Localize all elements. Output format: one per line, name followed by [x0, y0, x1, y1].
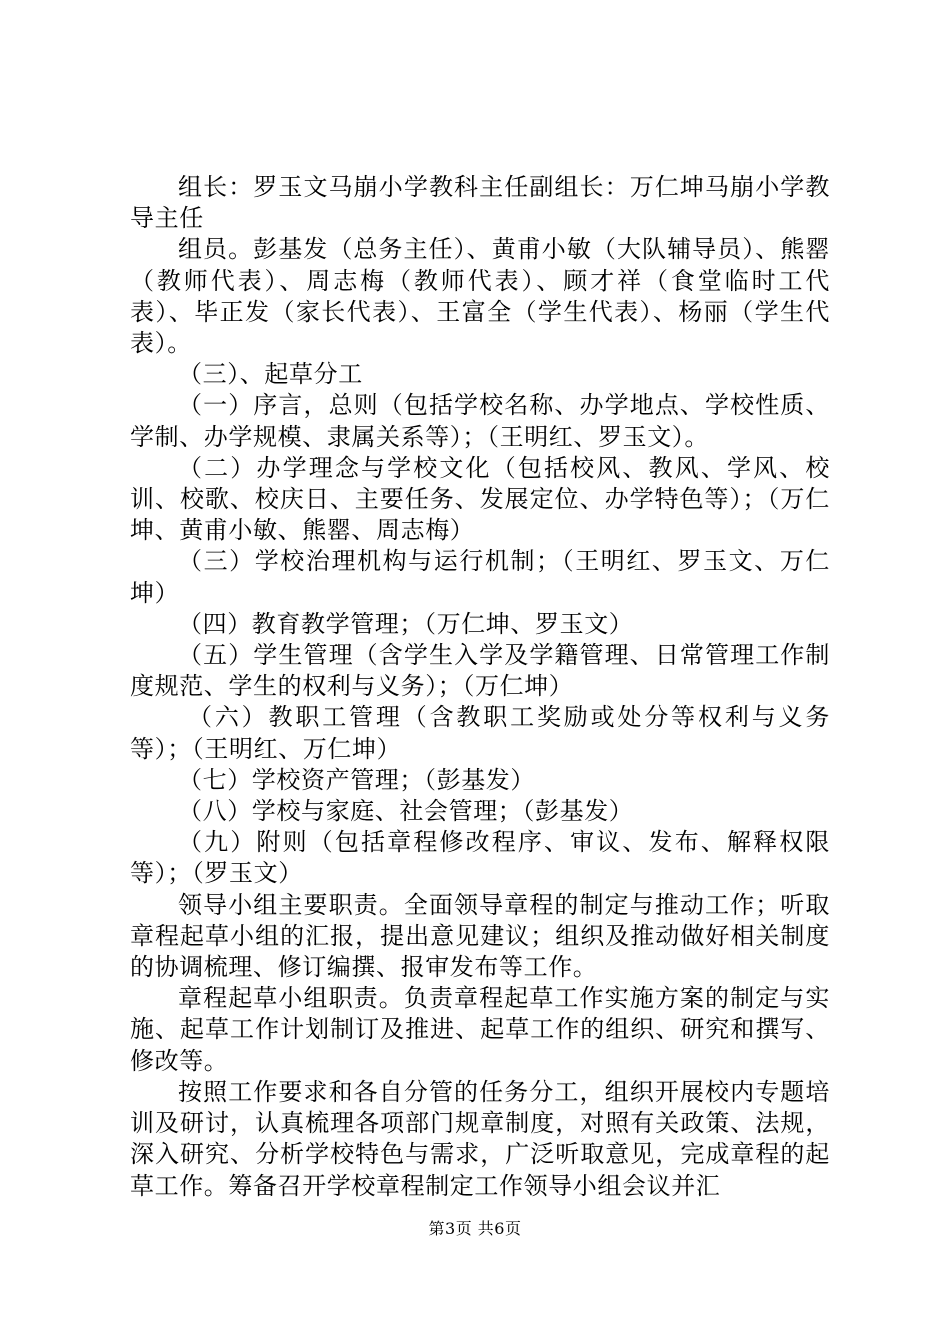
- list-item-teaching-management: （四）教育教学管理；（万仁坤、罗玉文）: [178, 609, 634, 638]
- paragraph-leading-group-duties: 领导小组主要职责。全面领导章程的制定与推动工作；听取章程起草小组的汇报，提出意见建议；组织及推动做好相关制度的协调梳理、修订编撰、报审发布等工作。: [130, 890, 830, 982]
- list-item-philosophy-culture: （二）办学理念与学校文化（包括校风、教风、学风、校训、校歌、校庆日、主要任务、发展定位、办学特色等）；（万仁坤、黄甫小敏、熊罂、周志梅）: [130, 453, 830, 545]
- paragraph-members: 组员。彭基发（总务主任）、黄甫小敏（大队辅导员）、熊罂（教师代表）、周志梅（教师代表）、顾才祥（食堂临时工代表）、毕正发（家长代表）、王富全（学生代表）、杨丽（学生代表）。: [130, 235, 830, 358]
- list-item-asset-management: （七）学校资产管理；（彭基发）: [178, 765, 535, 794]
- list-item-appendix: （九）附则（包括章程修改程序、审议、发布、解释权限等）；（罗玉文）: [130, 828, 830, 888]
- paragraph-work-arrangement: 按照工作要求和各自分管的任务分工，组织开展校内专题培训及研讨，认真梳理各项部门规章制度，对照有关政策、法规，深入研究、分析学校特色与需求，广泛听取意见，完成章程的起草工作。筹备召开学校章程制定工作领导小组会议并汇: [130, 1077, 830, 1200]
- list-item-preface: （一）序言，总则（包括学校名称、办学地点、学校性质、学制、办学规模、隶属关系等）；（王明红、罗玉文）。: [130, 391, 830, 451]
- document-body: [130, 172, 830, 1202]
- list-item-student-management: （五）学生管理（含学生入学及学籍管理、日常管理工作制度规范、学生的权利与义务）；（万仁坤）: [130, 641, 830, 701]
- list-item-staff-management: （六）教职工管理（含教职工奖励或处分等权利与义务等）；（王明红、万仁坤）: [130, 703, 830, 763]
- list-item-family-society: （八）学校与家庭、社会管理；（彭基发）: [178, 797, 634, 826]
- list-item-governance: （三）学校治理机构与运行机制；（王明红、罗玉文、万仁坤）: [130, 547, 830, 607]
- paragraph-drafting-group-duties: 章程起草小组职责。负责章程起草工作实施方案的制定与实施、起草工作计划制订及推进、起草工作的组织、研究和撰写、修改等。: [130, 984, 830, 1075]
- paragraph-leaders: 组长：罗玉文马崩小学教科主任副组长：万仁坤马崩小学教导主任: [130, 173, 830, 233]
- page-footer: 第3页 共6页: [428, 1219, 522, 1238]
- section-heading-drafting-division: （三）、起草分工: [178, 360, 363, 389]
